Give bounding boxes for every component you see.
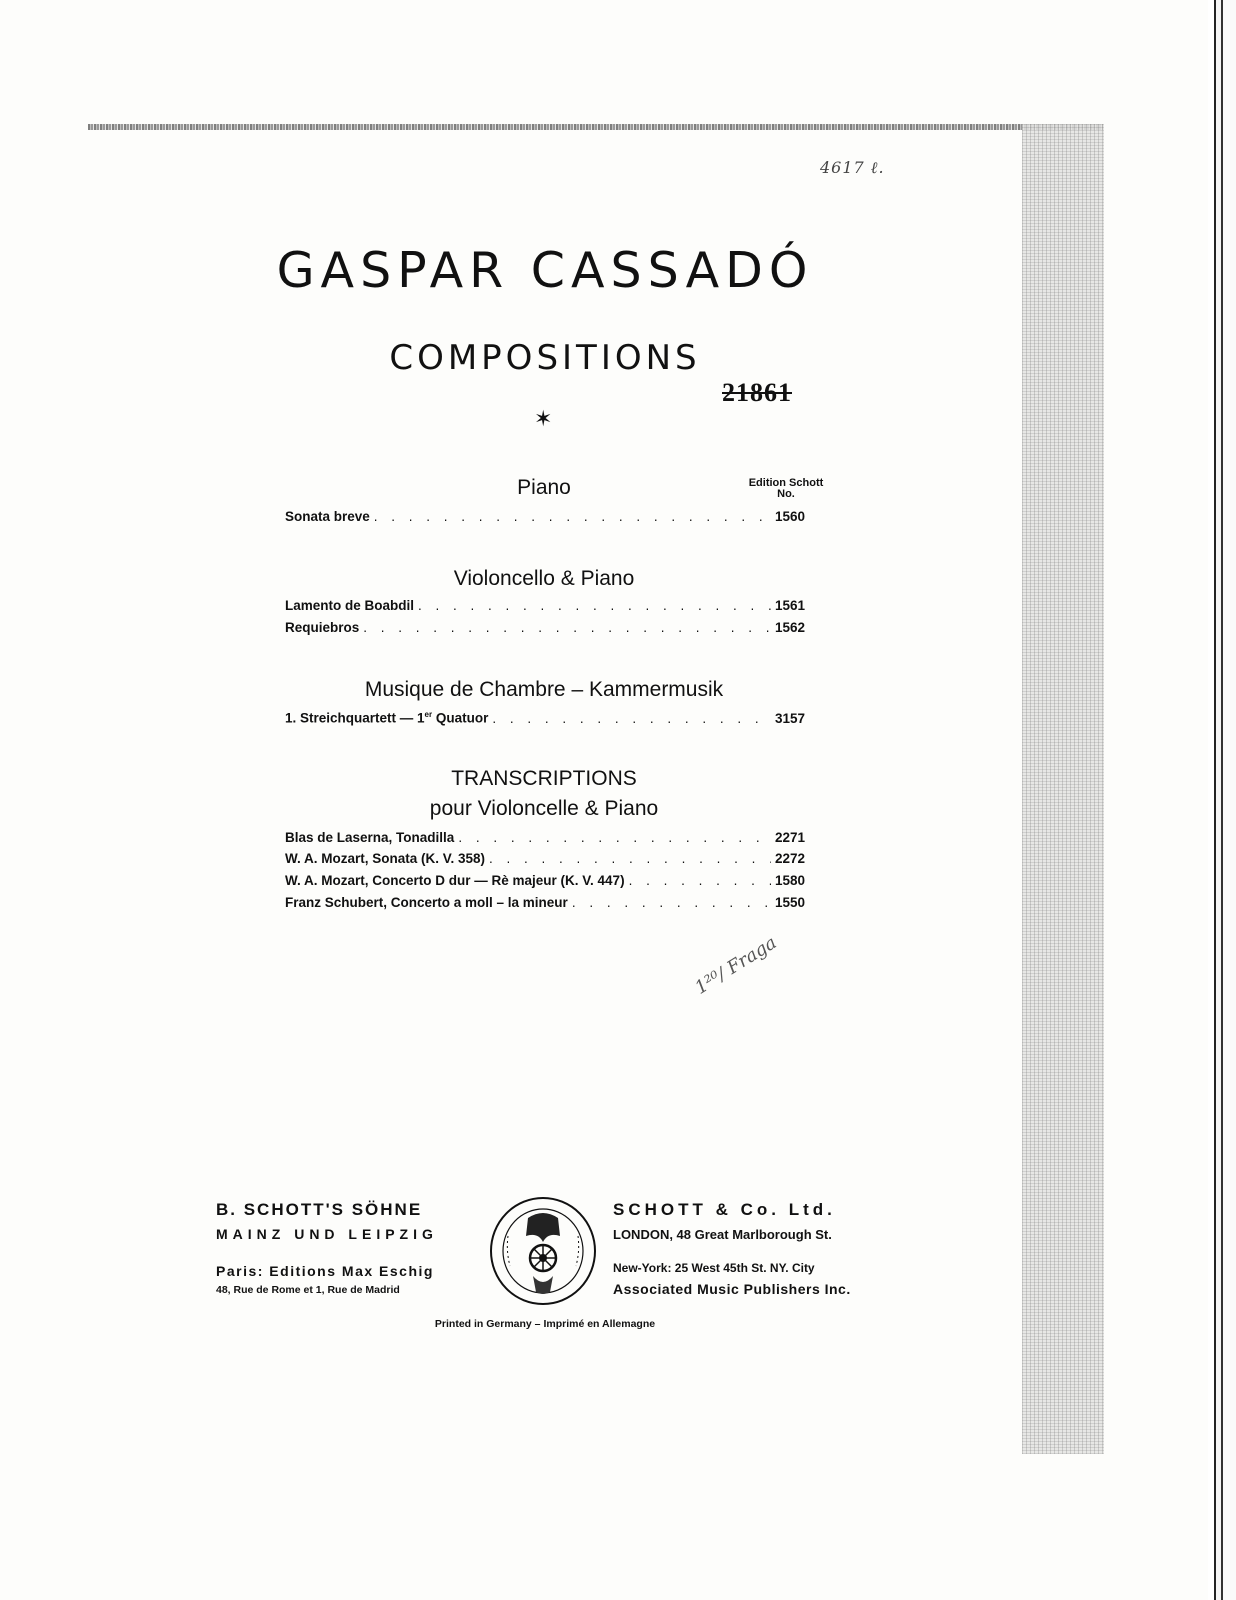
- dot-leader: [572, 895, 771, 910]
- printed-in-line: Printed in Germany – Imprimé en Allemagne: [434, 1318, 656, 1330]
- entry-title: Requiebros: [285, 620, 360, 635]
- section-subheading: pour Violoncelle & Piano: [429, 797, 659, 820]
- catalog-mark: 4617 ℓ.: [820, 158, 885, 177]
- scan-margin-band: [1022, 124, 1104, 1454]
- entry-title: W. A. Mozart, Concerto D dur — Rè majeur (K. V. 447): [285, 873, 625, 888]
- list-item: [285, 620, 805, 640]
- list-item: [285, 509, 805, 529]
- list-item: [285, 851, 805, 871]
- dot-leader: [458, 830, 771, 845]
- entry-number: 2271: [774, 830, 805, 845]
- list-item: [285, 895, 805, 915]
- struck-catalog-number: 21861: [722, 378, 792, 407]
- list-item: [285, 598, 805, 618]
- section-heading-transcriptions: TRANSCRIPTIONS: [451, 767, 637, 790]
- entry-number: 1580: [774, 873, 805, 888]
- section-heading-chamber-music: Musique de Chambre – Kammermusik: [364, 678, 724, 701]
- entry-number: 3157: [774, 710, 805, 726]
- pencil-annotation: 1²⁰/ Fraga: [691, 932, 781, 999]
- entry-title: W. A. Mozart, Sonata (K. V. 358): [285, 851, 486, 866]
- list-item: [285, 710, 805, 730]
- entry-title-pre: 1. Streichquartett — 1: [285, 710, 425, 726]
- dot-leader: [363, 620, 771, 635]
- dot-leader: [489, 851, 771, 866]
- entry-title-post: Quatuor: [432, 710, 489, 726]
- schott-seal-icon: [488, 1196, 598, 1306]
- list-item: [285, 830, 805, 850]
- publisher-london: LONDON, 48 Great Marlborough St.: [613, 1227, 832, 1242]
- publisher-name-left: B. SCHOTT'S SÖHNE: [216, 1200, 423, 1219]
- entry-number: 1550: [774, 895, 805, 910]
- list-item: [285, 873, 805, 893]
- edition-number-header: [728, 478, 844, 500]
- publisher-paris-address: 48, Rue de Rome et 1, Rue de Madrid: [216, 1284, 400, 1296]
- entry-number: 2272: [774, 851, 805, 866]
- star-ornament: ✶: [534, 406, 553, 431]
- entry-number: 1560: [774, 509, 805, 524]
- publisher-name-right: SCHOTT & Co. Ltd.: [613, 1200, 836, 1219]
- edition-header-line2: No.: [777, 488, 795, 500]
- entry-title: [285, 710, 488, 726]
- publisher-paris: Paris: Editions Max Eschig: [216, 1263, 434, 1279]
- edition-header-line1: Edition Schott: [748, 477, 824, 489]
- entry-title: Franz Schubert, Concerto a moll – la mineur: [285, 895, 568, 910]
- dot-leader: [492, 711, 771, 726]
- publisher-associated: Associated Music Publishers Inc.: [613, 1281, 851, 1297]
- page-title: COMPOSITIONS: [389, 338, 701, 378]
- entry-title: Sonata breve: [285, 509, 370, 524]
- entry-title-sup: er: [424, 710, 433, 719]
- dot-leader: [629, 873, 771, 888]
- publisher-city-left: MAINZ UND LEIPZIG: [216, 1226, 438, 1242]
- page-edge: [1208, 0, 1236, 1600]
- section-heading-piano: Piano: [517, 476, 571, 499]
- dot-leader: [374, 509, 771, 524]
- publisher-new-york: New-York: 25 West 45th St. NY. City: [613, 1261, 815, 1275]
- top-rule: [88, 124, 1103, 130]
- entry-number: 1562: [774, 620, 805, 635]
- entry-title: Lamento de Boabdil: [285, 598, 415, 613]
- section-heading-violoncello-piano: Violoncello & Piano: [453, 567, 635, 590]
- entry-number: 1561: [774, 598, 805, 613]
- entry-title: Blas de Laserna, Tonadilla: [285, 830, 455, 845]
- composer-name: GASPAR CASSADÓ: [276, 242, 814, 299]
- dot-leader: [418, 598, 771, 613]
